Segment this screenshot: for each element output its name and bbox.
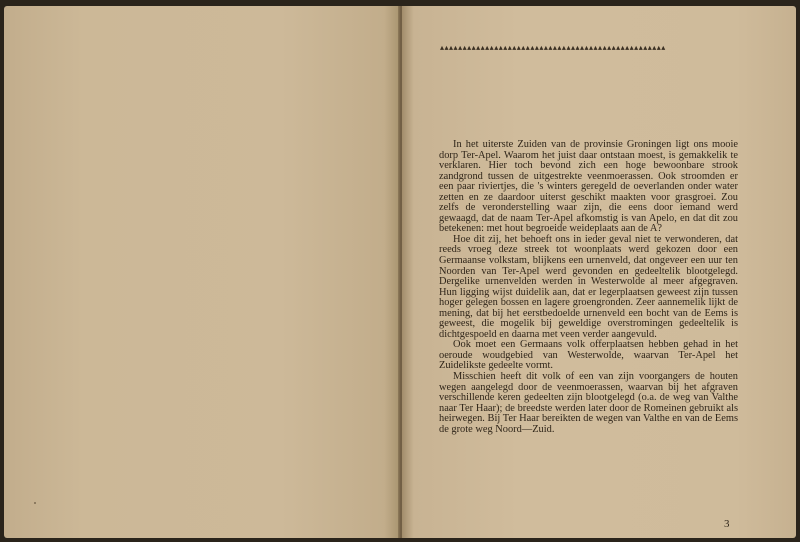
left-page-blank (4, 6, 400, 538)
body-text (439, 140, 738, 435)
paper-speck (34, 502, 36, 504)
right-page (402, 6, 796, 538)
decorative-border-ornament: ▴▴▴▴▴▴▴▴▴▴▴▴▴▴▴▴▴▴▴▴▴▴▴▴▴▴▴▴▴▴▴▴▴▴▴▴▴▴▴▴▴▴▴▴▴▴▴▴▴▴ (440, 43, 666, 52)
page-number: 3 (724, 518, 730, 530)
paragraph: Misschien heeft dit volk of een van zijn voorgangers de houten wegen aangelegd door de veenmoerassen, waarvan bij het afgraven verschillende keren gedeelten zijn blootgelegd (o.a. de weg van Valthe naar Ter Haar); de breedste werden later door de Romeinen gebruikt als heirwegen. Bij Ter Haar bereikten de wegen van Valthe en van de Eems de grote weg Noord—Zuid. (439, 371, 738, 435)
paragraph: Ook moet een Germaans volk offerplaatsen hebben gehad in het oeroude woudgebied van Westerwolde, waarvan Ter-Apel het Zuidelikste gedeelte vormt. (439, 339, 738, 372)
paragraph: Hoe dit zij, het behoeft ons in ieder geval niet te verwonderen, dat reeds vroeg deze streek tot woonplaats werd gekozen door een Germaanse volkstam, blijkens een urnenveld, dat ongeveer een uur ten Noorden van Ter-Apel werd gevonden en gedeeltelik blootgelegd. Dergelike urnenvelden werden in Westerwolde al meer afgegraven. Hun ligging wijst duidelik aan, dat er legerplaatsen geweest zijn tussen hoger gelegen bossen en lagere groengronden. Zeer aannemelik lijkt de mening, dat bij het eerstbedoelde urnenveld een bocht van de Eems is geweest, die mogelik bij geweldige overstromingen gedeeltelik is dichtgespoeld en daarna met veen verder aangevuld. (439, 233, 738, 340)
paragraph: In het uiterste Zuiden van de provinsie Groningen ligt ons mooie dorp Ter-Apel. Waarom het juist daar ontstaan moest, is gemakkelik te verklaren. Hier toch bevond zich een hoge bewoonbare strook zandgrond tussen de uitgestrekte veenmoerassen. Ook stroomden er een paar riviertjes, die 's winters geregeld de oeverlanden onder water zetten en ze daardoor uiterst geschikt maakten voor grasgroei. Zou zelfs de veronderstelling waar zijn, die eens door iemand werd gewaagd, dat de naam Ter-Apel afkomstig is van Apelo, en dat dit zou betekenen: met hout begroeide weideplaats aan de A? (439, 139, 738, 235)
